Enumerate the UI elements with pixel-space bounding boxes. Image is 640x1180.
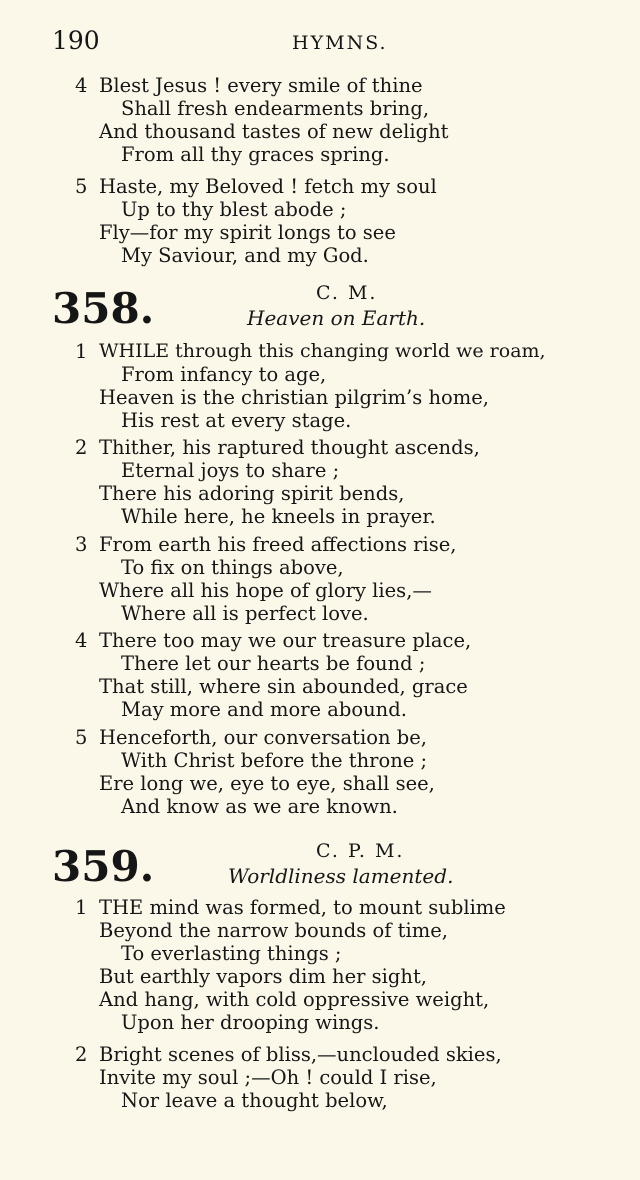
verse-line: Up to thy blest abode ; — [121, 198, 347, 221]
verse-line: THE mind was formed, to mount sublime — [99, 896, 506, 919]
hymn-number: 358. — [52, 284, 155, 333]
verse-line: Where all is perfect love. — [121, 602, 369, 625]
verse-number: 5 — [75, 175, 88, 198]
running-title: HYMNS. — [292, 32, 388, 54]
verse-number: 2 — [75, 1043, 88, 1066]
verse-line: Haste, my Beloved ! fetch my soul — [99, 175, 437, 198]
verse-line: Thither, his raptured thought ascends, — [99, 436, 480, 459]
verse-line: Bright scenes of bliss,—unclouded skies, — [99, 1043, 502, 1066]
verse-line: WHILE through this changing world we roam, — [99, 340, 546, 362]
verse-line: Eternal joys to share ; — [121, 459, 340, 482]
verse-line: From earth his freed affections rise, — [99, 533, 457, 556]
verse-line: And thousand tastes of new delight — [99, 120, 449, 143]
verse-line: Heaven is the christian pilgrim’s home, — [99, 386, 489, 409]
verse-line: And know as we are known. — [121, 795, 398, 818]
verse-line: Henceforth, our conversation be, — [99, 726, 427, 749]
hymn-subtitle: Heaven on Earth. — [247, 306, 426, 330]
verse-line: While here, he kneels in prayer. — [121, 505, 436, 528]
verse-line: And hang, with cold oppressive weight, — [99, 988, 490, 1011]
verse-number: 1 — [75, 896, 88, 919]
verse-line: With Christ before the throne ; — [121, 749, 428, 772]
verse-number: 3 — [75, 533, 88, 556]
verse-line: To fix on things above, — [121, 556, 344, 579]
verse-line: But earthly vapors dim her sight, — [99, 965, 427, 988]
verse-number: 4 — [75, 629, 88, 652]
verse-line: To everlasting things ; — [121, 942, 342, 965]
verse-line: Where all his hope of glory lies,— — [99, 579, 432, 602]
verse-line: There let our hearts be found ; — [121, 652, 426, 675]
hymn-number: 359. — [52, 842, 155, 891]
verse-line: Ere long we, eye to eye, shall see, — [99, 772, 435, 795]
verse-line: Nor leave a thought below, — [121, 1089, 388, 1112]
verse-line: Blest Jesus ! every smile of thine — [99, 74, 423, 97]
hymn-meter: C. P. M. — [316, 840, 405, 862]
verse-line: Shall fresh endearments bring, — [121, 97, 430, 120]
verse-line: From infancy to age, — [121, 363, 327, 386]
verse-number: 4 — [75, 74, 88, 97]
verse-line: His rest at every stage. — [121, 409, 352, 432]
verse-number: 5 — [75, 726, 88, 749]
hymn-subtitle: Worldliness lamented. — [228, 864, 454, 888]
verse-line: Fly—for my spirit longs to see — [99, 221, 396, 244]
verse-line: From all thy graces spring. — [121, 143, 390, 166]
verse-line: Beyond the narrow bounds of time, — [99, 919, 448, 942]
page-number: 190 — [52, 26, 100, 55]
verse-number: 1 — [75, 340, 88, 363]
verse-line: There too may we our treasure place, — [99, 629, 472, 652]
hymn-meter: C. M. — [316, 282, 378, 304]
verse-line: My Saviour, and my God. — [121, 244, 369, 267]
verse-line: May more and more abound. — [121, 698, 407, 721]
verse-line: Invite my soul ;—Oh ! could I rise, — [99, 1066, 437, 1089]
verse-line: There his adoring spirit bends, — [99, 482, 405, 505]
verse-line: Upon her drooping wings. — [121, 1011, 380, 1034]
verse-number: 2 — [75, 436, 88, 459]
verse-line: That still, where sin abounded, grace — [99, 675, 468, 698]
